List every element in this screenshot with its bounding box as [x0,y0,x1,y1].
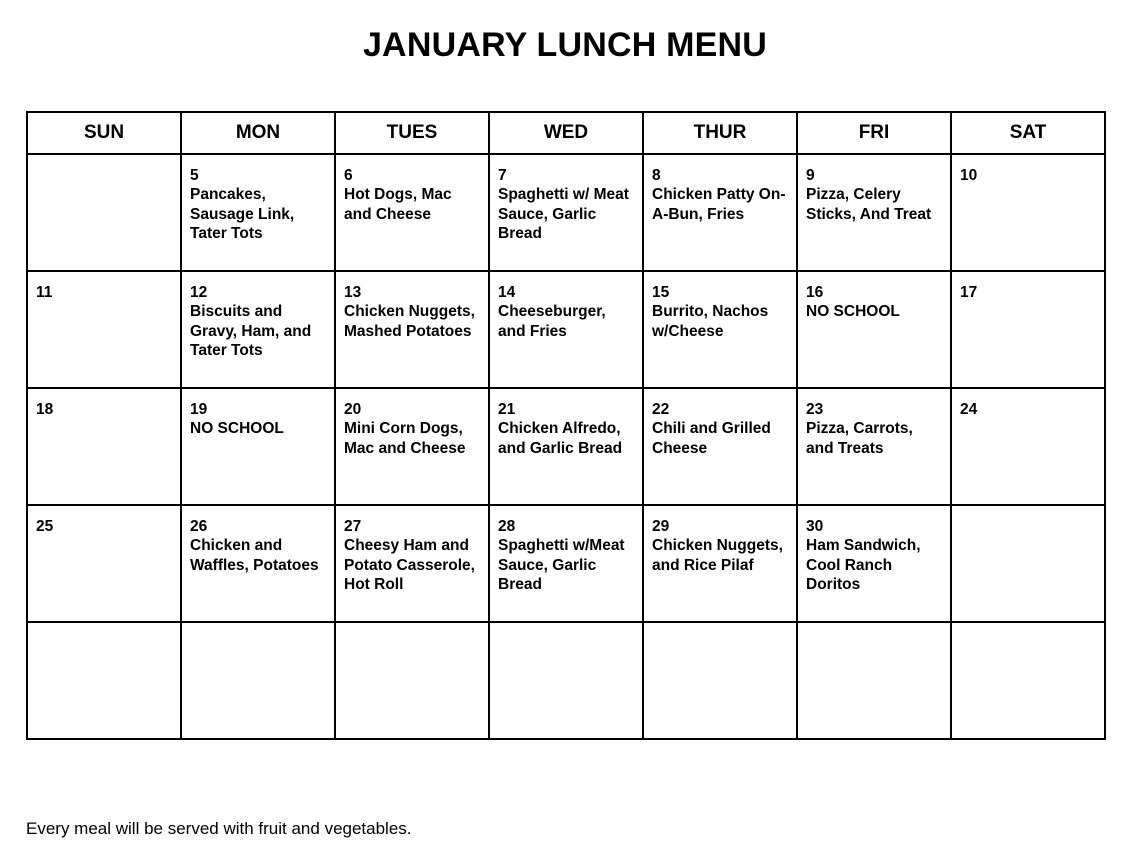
page-title: JANUARY LUNCH MENU [362,26,768,64]
day-number: 23 [806,401,824,418]
meal-text: Pizza, Celery Sticks, And Treat [806,186,932,223]
day-cell [797,271,951,388]
day-number: 21 [498,401,516,418]
day-number: 12 [190,284,208,301]
weekday-header-tues: TUES [335,112,489,154]
week-row [27,505,1105,622]
footnote: Every meal will be served with fruit and vegetables. [26,819,412,838]
day-cell [27,622,181,739]
meal-text: Chili and Grilled Cheese [652,420,771,457]
day-cell [643,271,797,388]
day-number: 24 [960,401,978,418]
day-cell [643,388,797,505]
day-cell [797,388,951,505]
day-number: 7 [498,167,507,184]
day-cell [489,388,643,505]
day-number: 5 [190,167,199,184]
day-number: 29 [652,518,670,535]
weekday-header-sat: SAT [951,112,1105,154]
day-cell [181,388,335,505]
weekday-header-row [27,112,1105,154]
day-cell [951,622,1105,739]
day-number: 10 [960,167,978,184]
day-number: 26 [190,518,208,535]
meal-text: Hot Dogs, Mac and Cheese [344,186,452,223]
day-cell [951,271,1105,388]
day-cell [335,622,489,739]
meal-text: Chicken Nuggets, and Rice Pilaf [652,537,783,574]
weekday-header-sun: SUN [27,112,181,154]
meal-text: Burrito, Nachos w/Cheese [652,303,769,340]
weekday-header-fri: FRI [797,112,951,154]
day-cell [643,622,797,739]
day-number: 19 [190,401,208,418]
day-number: 8 [652,167,661,184]
weekday-header-wed: WED [489,112,643,154]
day-cell [27,388,181,505]
day-number: 17 [960,284,978,301]
week-row [27,271,1105,388]
day-cell [181,505,335,622]
day-cell [951,154,1105,271]
day-cell [797,154,951,271]
meal-text: NO SCHOOL [190,420,284,438]
meal-text: NO SCHOOL [806,303,900,321]
day-cell [335,154,489,271]
day-cell [181,271,335,388]
weekday-header-thur: THUR [643,112,797,154]
day-cell [27,505,181,622]
calendar-table [26,111,1106,740]
meal-text: Pancakes, Sausage Link, Tater Tots [190,186,295,242]
day-cell [643,505,797,622]
day-cell [489,622,643,739]
day-cell [335,388,489,505]
day-number: 11 [36,284,53,301]
day-cell [181,622,335,739]
day-cell [797,505,951,622]
day-number: 22 [652,401,670,418]
day-number: 30 [806,518,824,535]
day-number: 28 [498,518,516,535]
meal-text: Ham Sandwich, Cool Ranch Doritos [806,537,921,593]
week-row [27,622,1105,739]
day-number: 13 [344,284,362,301]
day-cell [951,388,1105,505]
meal-text: Chicken Nuggets, Mashed Potatoes [344,303,475,340]
day-cell [643,154,797,271]
day-number: 6 [344,167,353,184]
day-number: 9 [806,167,815,184]
day-number: 14 [498,284,516,301]
day-number: 27 [344,518,362,535]
day-cell [797,622,951,739]
meal-text: Chicken Alfredo, and Garlic Bread [498,420,623,457]
day-cell [27,154,181,271]
meal-text: Pizza, Carrots, and Treats [806,420,913,457]
week-row [27,154,1105,271]
day-cell [489,154,643,271]
day-cell [27,271,181,388]
day-cell [951,505,1105,622]
day-number: 15 [652,284,670,301]
meal-text: Chicken and Waffles, Potatoes [190,537,319,574]
meal-text: Biscuits and Gravy, Ham, and Tater Tots [190,303,312,359]
day-cell [181,154,335,271]
meal-text: Spaghetti w/ Meat Sauce, Garlic Bread [498,186,629,242]
day-number: 25 [36,518,54,535]
day-cell [489,505,643,622]
meal-text: Cheeseburger, and Fries [498,303,606,340]
meal-text: Spaghetti w/Meat Sauce, Garlic Bread [498,537,625,593]
day-cell [489,271,643,388]
day-number: 18 [36,401,54,418]
weekday-header-mon: MON [181,112,335,154]
meal-text: Chicken Patty On-A-Bun, Fries [652,186,786,223]
week-row [27,388,1105,505]
day-cell [335,505,489,622]
day-cell [335,271,489,388]
day-number: 16 [806,284,824,301]
meal-text: Cheesy Ham and Potato Casserole, Hot Roll [344,537,475,593]
day-number: 20 [344,401,362,418]
meal-text: Mini Corn Dogs, Mac and Cheese [344,420,466,457]
